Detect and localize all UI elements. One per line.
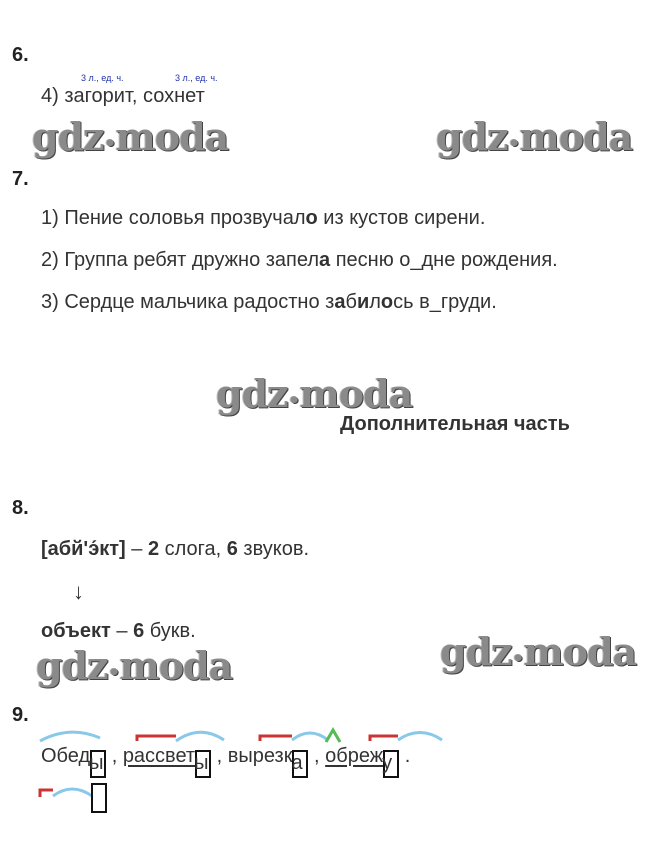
exercise-9-number: 9. bbox=[12, 704, 29, 726]
transcription-line: [абй'э́кт] – 2 слога, 6 звуков. bbox=[41, 538, 310, 560]
prefix-mark bbox=[40, 790, 53, 797]
prefix-mark bbox=[260, 736, 292, 741]
ending-box: ы bbox=[195, 750, 211, 778]
watermark-logo: gdz•moda bbox=[440, 629, 637, 674]
exercise-6-number: 6. bbox=[12, 44, 29, 66]
ending-box-scheme bbox=[91, 783, 107, 813]
root-arc bbox=[292, 733, 328, 740]
watermark-logo: gdz•moda bbox=[36, 643, 233, 688]
suffix-mark bbox=[326, 730, 340, 742]
grammar-note-2: 3 л., ед. ч. bbox=[175, 73, 218, 83]
ending-box: а bbox=[292, 750, 308, 778]
prefix-mark bbox=[137, 736, 176, 741]
sentence-1: 1) Пение соловья прозвучало из кустов сирени. bbox=[41, 207, 486, 229]
root-arc bbox=[176, 732, 224, 741]
ending-box: у bbox=[383, 750, 399, 778]
sentence-3: 3) Сердце мальчика радостно забилось в_груди. bbox=[41, 291, 497, 313]
root-arc bbox=[53, 789, 92, 796]
morpheme-words-line: Обеды , рассветы , вырезка , обрежу . bbox=[41, 745, 410, 778]
prefix-mark bbox=[370, 736, 398, 741]
letters-line: объект – 6 букв. bbox=[41, 620, 196, 642]
grammar-note-1: 3 л., ед. ч. bbox=[81, 73, 124, 83]
exercise-8-number: 8. bbox=[12, 497, 29, 519]
down-arrow-icon: ↓ bbox=[73, 579, 84, 604]
exercise-6-answer: 4) загорит, сохнет bbox=[41, 85, 205, 107]
watermark-logo: gdz•moda bbox=[32, 114, 229, 159]
root-arc bbox=[40, 732, 100, 741]
root-arc bbox=[398, 733, 442, 741]
section-heading: Дополнительная часть bbox=[340, 413, 570, 435]
watermark-logo: gdz•moda bbox=[216, 371, 413, 416]
sentence-2: 2) Группа ребят дружно запела песню о_дне рождения. bbox=[41, 249, 558, 271]
watermark-logo: gdz•moda bbox=[436, 114, 633, 159]
exercise-7-number: 7. bbox=[12, 168, 29, 190]
ending-box: ы bbox=[90, 750, 106, 778]
